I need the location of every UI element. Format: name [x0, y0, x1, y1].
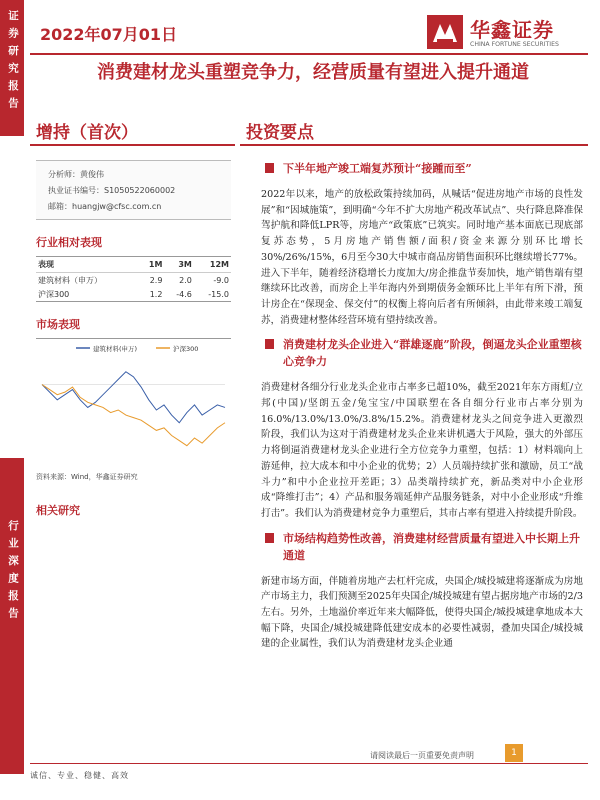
market-chart-svg — [36, 339, 231, 469]
table-cell: -15.0 — [208, 289, 229, 299]
series-line-0 — [42, 372, 225, 423]
table-row — [36, 273, 231, 288]
investment-points-title: 投资要点 — [246, 123, 314, 143]
bullet-square-icon — [265, 339, 274, 349]
analyst-name: 分析师：黄俊伟 — [48, 170, 104, 179]
right-column — [261, 160, 583, 652]
section-body-2: 消费建材各细分行业龙头企业市占率多已超10%，截至2021年东方雨虹/立邦(中国)/坚朗五金/兔宝宝/中国联塑在各自细分行业市占率分别为16.0%/13.0%/13.0%/3.8%/15.2%。消费建材龙头之间竞争进入更激烈阶段，我们认为这对于消费建材龙头企业来讲机遇大于风险，强大的外部压力将倒逼消费建材龙头企业进行全方位竞争力重塑，包括：1）材料端向上游延伸，拉大成本和中小企业的优势；2）人员端持续扩张和激励，员工“战斗力”和中小企业拉开差距；3）品类端持续扩充，新品类对中小企业形成“降维打击”；4）产品和服务端延伸产品服务链条，对中小企业形成“升维打击”。我们认为消费建材竞争力重塑后，其市占率有望进入持续提升阶段。 — [261, 382, 583, 519]
chart-source: 资料来源：Wind，华鑫证券研究 — [36, 473, 138, 481]
logo-text-en: CHINA FORTUNE SECURITIES — [470, 41, 559, 48]
page-number: 1 — [505, 744, 523, 762]
series-line-1 — [42, 385, 225, 446]
related-research-title: 相关研究 — [36, 504, 80, 517]
table-cell: 2.9 — [149, 275, 163, 285]
footer-divider — [30, 763, 588, 764]
table-cell: 2.0 — [179, 275, 192, 285]
section-body-1: 2022年以来，地产的放松政策持续加码，从喊话“促进房地产市场的良性发展”和“因城施策”，到明确“今年不扩大房地产税改革试点”、央行降息降准保驾护航和降低LPR等，房地产“政策底”已筑实。同时地产基本面底已现底部复苏态势，5月房地产销售额/面积/资金来源分别环比增长30%/26%/15%，6月至今30大中城市商品房销售面积环比继续增长77%。进入下半年，随着经济稳增长力度加大/房企推盘节奏加快，地产销售端有望继续环比改善，而房企上半年海内外到期债务金额环比上半年有所下滑，预计房企在“保现金、保交付”的权衡上将向后者有所倾斜，由此带来竣工端复苏，消费建材整体经营环境有望持续改善。 — [261, 189, 583, 326]
table-header-row — [36, 257, 231, 273]
table-header: 12M — [194, 257, 231, 273]
table-header: 表现 — [36, 257, 138, 273]
table-cell: -9.0 — [213, 275, 229, 285]
sidebar-bottom-tab — [0, 458, 24, 774]
market-title: 市场表现 — [36, 318, 80, 331]
footer-slogan: 诚信、专业、稳健、高效 — [30, 771, 129, 780]
left-divider — [30, 144, 235, 146]
report-title: 消费建材龙头重塑竞争力，经营质量有望进入提升通道 — [97, 62, 529, 83]
right-divider — [240, 144, 588, 146]
left-column — [36, 160, 231, 518]
legend-label-1: 沪深300 — [173, 345, 199, 353]
table-cell: 1.2 — [149, 289, 163, 299]
report-date: 2022年07月01日 — [40, 25, 178, 44]
company-logo — [427, 14, 587, 54]
table-row — [36, 287, 231, 302]
analyst-info — [36, 160, 231, 220]
market-chart — [36, 338, 231, 468]
table-header: 3M — [164, 257, 193, 273]
table-header: 1M — [138, 257, 164, 273]
section-heading-2 — [261, 336, 583, 370]
sidebar-top-tab — [0, 0, 24, 136]
sidebar-bottom-label: 行业深度报告 — [7, 520, 19, 625]
analyst-license: 执业证书编号：S1050522060002 — [48, 186, 176, 195]
section-heading-text: 市场结构趋势性改善，消费建材经营质量有望进入中长期上升通道 — [283, 531, 580, 562]
performance-table — [36, 256, 231, 302]
logo-text-cn: 华鑫证券 — [470, 18, 554, 42]
bullet-square-icon — [265, 163, 274, 173]
table-cell: 建筑材料（申万） — [38, 275, 102, 285]
section-heading-text: 消费建材龙头企业进入“群雄逐鹿”阶段，倒逼龙头企业重塑核心竞争力 — [283, 338, 582, 369]
bullet-square-icon — [265, 533, 274, 543]
rating-label: 增持（首次） — [36, 123, 138, 143]
legend-label-0: 建筑材料(申万) — [93, 345, 138, 353]
header-divider — [30, 53, 588, 55]
section-heading-1 — [261, 160, 583, 177]
section-heading-text: 下半年地产竣工端复苏预计“接踵而至” — [283, 162, 472, 175]
table-cell: -4.6 — [176, 289, 192, 299]
logo-mark-icon — [427, 15, 463, 49]
analyst-email[interactable]: 邮箱：huangjw@cfsc.com.cn — [48, 202, 162, 211]
performance-title: 行业相对表现 — [36, 236, 102, 249]
section-heading-3 — [261, 530, 583, 564]
disclaimer-text: 请阅读最后一页重要免责声明 — [370, 751, 474, 760]
section-body-3: 新建市场方面，伴随着房地产去杠杆完成，央国企/城投城建将逐渐成为房地产市场主力，我们预测至2025年央国企/城投城建有望占据房地产市场的2/3左右。另外，土地溢价率近年来大幅降低，使得央国企/城投城建拿地成本大幅下降，央国企/城投城建降低建安成本的必要性减弱，叠加央国企/城投城建的企业属性，我们认为消费建材龙头企业通 — [261, 575, 583, 650]
sidebar-top-label: 证券研究报告 — [7, 10, 19, 115]
table-cell: 沪深300 — [38, 289, 70, 299]
